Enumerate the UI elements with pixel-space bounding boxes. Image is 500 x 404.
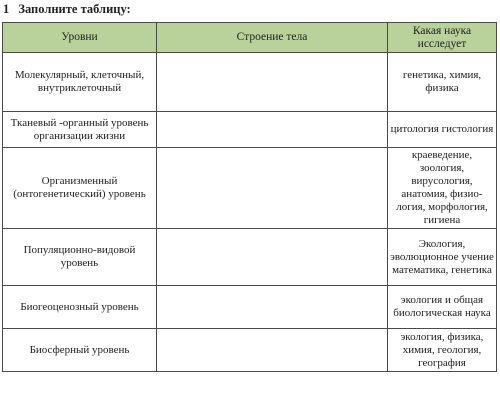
level-cell: Популяционно-видовой уровень <box>3 229 157 286</box>
level-cell: Биогеоценозный уровень <box>3 286 157 329</box>
science-cell: генетика, химия, физика <box>388 53 497 112</box>
table-row <box>3 148 497 229</box>
header-levels: Уровни <box>3 23 157 53</box>
science-cell: экология, физика, химия, геология, география <box>388 329 497 372</box>
structure-cell[interactable] <box>157 148 388 229</box>
structure-cell[interactable] <box>157 112 388 148</box>
structure-cell[interactable] <box>157 53 388 112</box>
science-cell: краеведение, зоология, вирусология, анатомия, физио-логия, морфология, гигиена <box>388 148 497 229</box>
science-cell: Экология, эволюционное учение математика, генетика <box>388 229 497 286</box>
table-row <box>3 329 497 372</box>
science-cell: цитология гистология <box>388 112 497 148</box>
header-science: Какая наука исследует <box>388 23 497 53</box>
structure-cell[interactable] <box>157 329 388 372</box>
header-row <box>3 23 497 53</box>
table-row <box>3 229 497 286</box>
level-cell: Организменный (онтогенетический) уровень <box>3 148 157 229</box>
header-structure: Строение тела <box>157 23 388 53</box>
science-cell: экология и общая биологическая наука <box>388 286 497 329</box>
table-row <box>3 112 497 148</box>
structure-cell[interactable] <box>157 286 388 329</box>
level-cell: Молекулярный, клеточный, внутриклеточный <box>3 53 157 112</box>
level-cell: Тканевый -органный уровень организации жизни <box>3 112 157 148</box>
task-heading <box>3 1 131 17</box>
task-number: 1 <box>3 2 10 16</box>
task-text: Заполните таблицу: <box>18 2 131 16</box>
table-row <box>3 53 497 112</box>
level-cell: Биосферный уровень <box>3 329 157 372</box>
table-row <box>3 286 497 329</box>
structure-cell[interactable] <box>157 229 388 286</box>
levels-table <box>2 22 497 372</box>
